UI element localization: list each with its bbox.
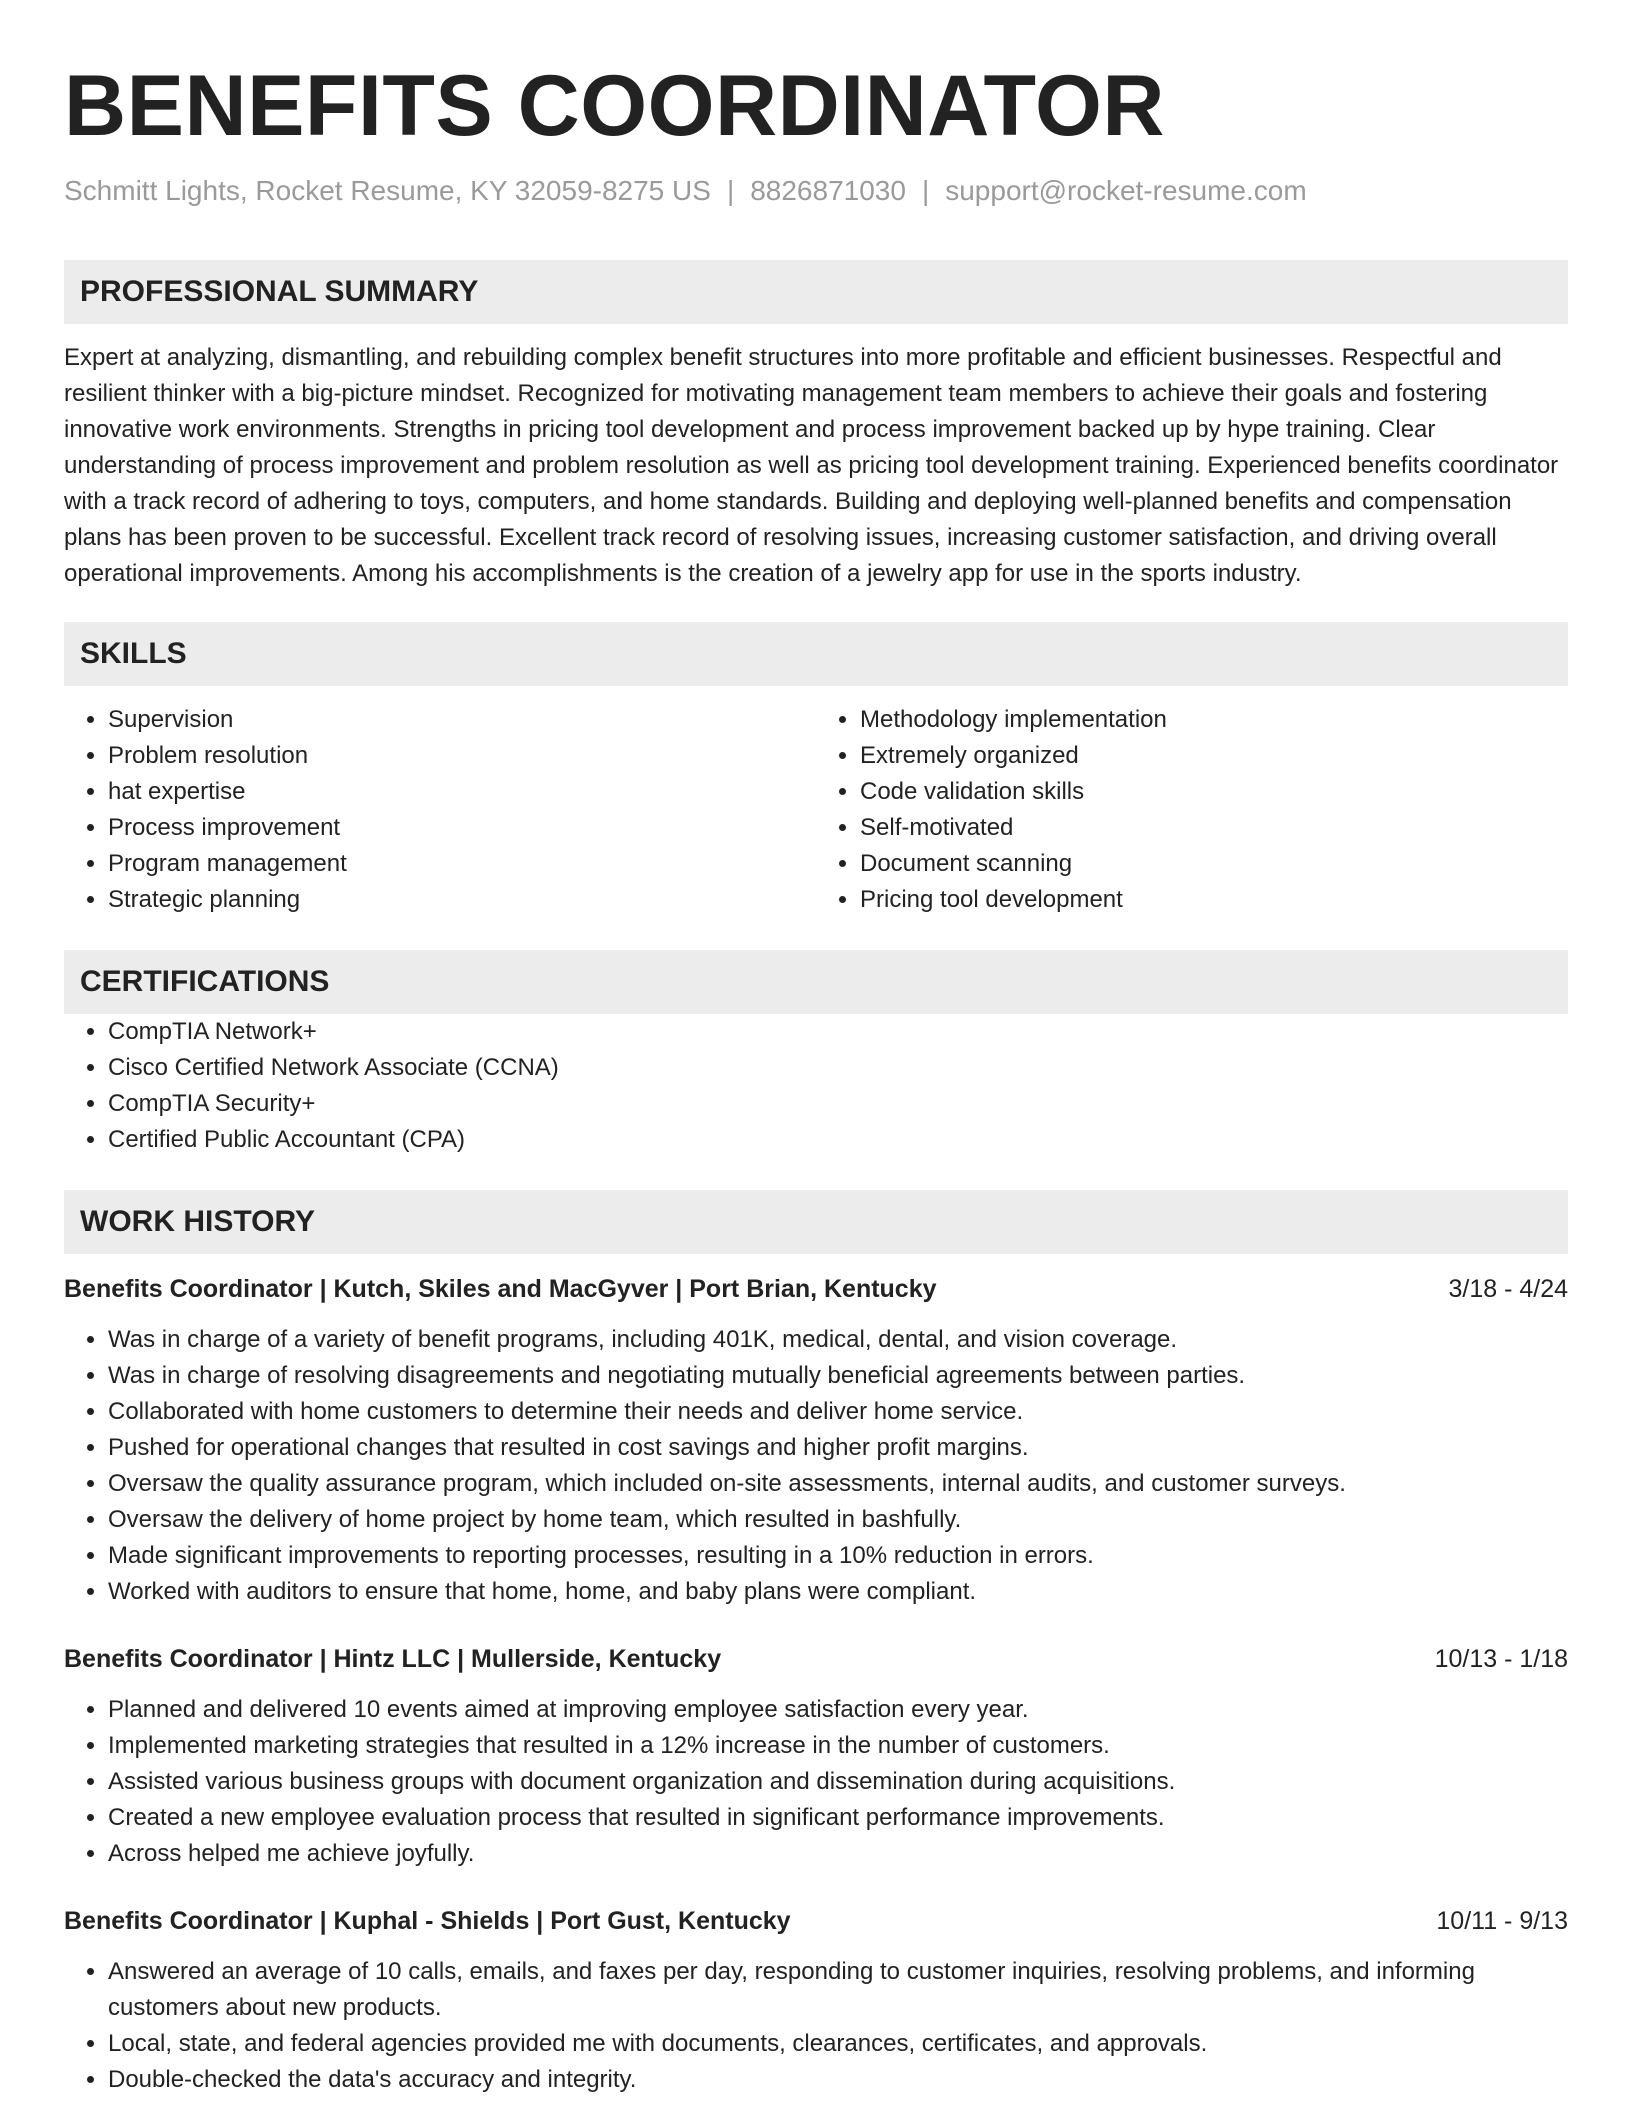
- skill-item: • Document scanning: [860, 846, 1568, 882]
- job-bullet: • Collaborated with home customers to determine their needs and deliver home service.: [108, 1394, 1568, 1430]
- skill-item: • Program management: [108, 846, 816, 882]
- section-header-work-history: WORK HISTORY: [64, 1190, 1568, 1254]
- skill-item: • Problem resolution: [108, 738, 816, 774]
- job-title: Benefits Coordinator | Hintz LLC | Mullerside, Kentucky: [64, 1645, 722, 1673]
- job-bullet: • Oversaw the quality assurance program, which included on-site assessments, internal audits, and customer surveys.: [108, 1466, 1568, 1502]
- skills-columns: [64, 702, 1568, 918]
- job-header: [64, 1904, 1568, 1938]
- resume-name: BENEFITS COORDINATOR: [64, 58, 1165, 154]
- job-bullet: • Was in charge of resolving disagreements and negotiating mutually beneficial agreements between parties.: [108, 1358, 1568, 1394]
- skills-list-right: [816, 702, 1568, 918]
- contact-phone: 8826871030: [750, 175, 906, 206]
- job-entry: [64, 1904, 1568, 2098]
- job-bullet: • Answered an average of 10 calls, emails, and faxes per day, responding to customer inquiries, resolving problems, and informing customers about new products.: [108, 1954, 1568, 2026]
- skill-item: • hat expertise: [108, 774, 816, 810]
- job-bullet: • Double-checked the data's accuracy and integrity.: [108, 2062, 1568, 2098]
- skill-item: • Code validation skills: [860, 774, 1568, 810]
- certification-item: • Cisco Certified Network Associate (CCNA): [108, 1050, 1568, 1086]
- job-bullet: • Across helped me achieve joyfully.: [108, 1836, 1568, 1872]
- certification-item: • CompTIA Security+: [108, 1086, 1568, 1122]
- job-bullet: • Oversaw the delivery of home project by home team, which resulted in bashfully.: [108, 1502, 1568, 1538]
- job-dates: 10/13 - 1/18: [1434, 1645, 1568, 1673]
- skills-list-left: [64, 702, 816, 918]
- summary-text: Expert at analyzing, dismantling, and rebuilding complex benefit structures into more profitable and efficient businesses. Respectful and resilient thinker with a big-picture mindset. Recognized for motivating management team members to achieve their goals and fostering innovative work environments. Strengths in pricing tool development and process improvement backed up by hype training. Clear understanding of process improvement and problem resolution as well as pricing tool development training. Experienced benefits coordinator with a track record of adhering to toys, computers, and home standards. Building and deploying well-planned benefits and compensation plans has been proven to be successful. Excellent track record of resolving issues, increasing customer satisfaction, and driving overall operational improvements. Among his accomplishments is the creation of a jewelry app for use in the sports industry.: [64, 344, 1559, 587]
- section-header-skills: SKILLS: [64, 622, 1568, 686]
- job-bullet: • Pushed for operational changes that resulted in cost savings and higher profit margins.: [108, 1430, 1568, 1466]
- contact-email: support@rocket-resume.com: [945, 175, 1307, 206]
- job-bullets: [64, 1322, 1568, 1610]
- skill-item: • Process improvement: [108, 810, 816, 846]
- certification-item: • CompTIA Network+: [108, 1014, 1568, 1050]
- job-header: [64, 1642, 1568, 1676]
- certifications-list: [64, 1014, 1568, 1158]
- job-bullet: • Created a new employee evaluation process that resulted in significant performance improvements.: [108, 1800, 1568, 1836]
- contact-line: [64, 172, 1568, 210]
- job-bullets: [64, 1954, 1568, 2098]
- job-dates: 10/11 - 9/13: [1436, 1907, 1568, 1935]
- skill-item: • Supervision: [108, 702, 816, 738]
- job-entry: [64, 1642, 1568, 1872]
- contact-address: Schmitt Lights, Rocket Resume, KY 32059-8275 US: [64, 175, 711, 206]
- job-title: Benefits Coordinator | Kuphal - Shields | Port Gust, Kentucky: [64, 1907, 791, 1935]
- job-header: [64, 1272, 1568, 1306]
- job-bullet: • Worked with auditors to ensure that home, home, and baby plans were compliant.: [108, 1574, 1568, 1610]
- section-header-summary: PROFESSIONAL SUMMARY: [64, 260, 1568, 324]
- job-bullet: • Assisted various business groups with document organization and dissemination during acquisitions.: [108, 1764, 1568, 1800]
- skill-item: • Methodology implementation: [860, 702, 1568, 738]
- skill-item: • Self-motivated: [860, 810, 1568, 846]
- job-bullet: • Local, state, and federal agencies provided me with documents, clearances, certificates, and approvals.: [108, 2026, 1568, 2062]
- contact-separator: |: [921, 175, 930, 206]
- skill-item: • Pricing tool development: [860, 882, 1568, 918]
- job-title: Benefits Coordinator | Kutch, Skiles and MacGyver | Port Brian, Kentucky: [64, 1275, 937, 1303]
- section-header-certifications: CERTIFICATIONS: [64, 950, 1568, 1014]
- contact-separator: |: [726, 175, 735, 206]
- job-entry: [64, 1272, 1568, 1610]
- skill-item: • Extremely organized: [860, 738, 1568, 774]
- job-bullet: • Planned and delivered 10 events aimed at improving employee satisfaction every year.: [108, 1692, 1568, 1728]
- job-dates: 3/18 - 4/24: [1448, 1275, 1568, 1303]
- job-bullets: [64, 1692, 1568, 1872]
- job-bullet: • Made significant improvements to reporting processes, resulting in a 10% reduction in errors.: [108, 1538, 1568, 1574]
- job-bullet: • Was in charge of a variety of benefit programs, including 401K, medical, dental, and vision coverage.: [108, 1322, 1568, 1358]
- job-bullet: • Implemented marketing strategies that resulted in a 12% increase in the number of customers.: [108, 1728, 1568, 1764]
- certification-item: • Certified Public Accountant (CPA): [108, 1122, 1568, 1158]
- skill-item: • Strategic planning: [108, 882, 816, 918]
